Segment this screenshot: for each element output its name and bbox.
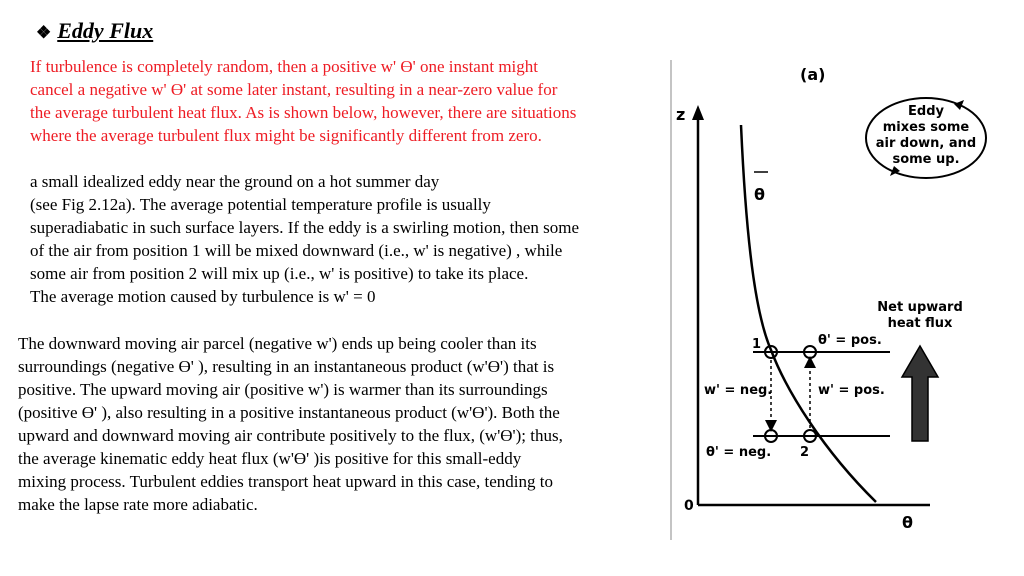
eddy-flux-figure bbox=[668, 50, 1008, 550]
theta-bar-label: θ bbox=[754, 185, 765, 204]
eddy-circulation-arrow-icon-2 bbox=[954, 100, 964, 110]
slide-title-text: Eddy Flux bbox=[57, 18, 154, 43]
intro-line: If turbulence is completely random, then a positive w' ϴ' one instant might bbox=[30, 57, 538, 76]
z-axis-arrowhead bbox=[692, 105, 704, 120]
diamond-bullet-icon: ❖ bbox=[36, 23, 52, 42]
net-flux-label-line: heat flux bbox=[887, 316, 953, 331]
z-axis-label: z bbox=[676, 105, 686, 124]
intro-paragraph bbox=[30, 55, 660, 147]
eddy-note-line: some up. bbox=[892, 152, 960, 167]
eddy-line: of the air from position 1 will be mixed downward (i.e., w' is negative) , while bbox=[30, 241, 563, 260]
flux-line: mixing process. Turbulent eddies transport heat upward in this case, tending to bbox=[18, 472, 553, 491]
theta-neg-label: θ' = neg. bbox=[706, 445, 772, 460]
point-2-label: 2 bbox=[800, 445, 810, 460]
eddy-line: (see Fig 2.12a). The average potential temperature profile is usually bbox=[30, 195, 491, 214]
eddy-line: superadiabatic in such surface layers. If the eddy is a swirling motion, then some bbox=[30, 218, 580, 237]
flux-line: make the lapse rate more adiabatic. bbox=[18, 495, 258, 514]
flux-paragraph bbox=[18, 332, 658, 516]
net-flux-label-line: Net upward bbox=[877, 300, 963, 315]
eddy-note-line: Eddy bbox=[908, 104, 944, 119]
theta-pos-label: θ' = pos. bbox=[818, 333, 882, 348]
net-upward-flux-arrow-icon bbox=[902, 346, 938, 441]
flux-line: upward and downward moving air contribute positively to the flux, (w'ϴ'); thus, bbox=[18, 426, 563, 445]
eddy-note-line: mixes some bbox=[882, 120, 970, 135]
eddy-note-line: air down, and bbox=[875, 136, 977, 151]
intro-line: where the average turbulent flux might be significantly different from zero. bbox=[30, 126, 542, 145]
flux-line: (positive ϴ' ), also resulting in a positive instantaneous product (w'ϴ'). Both the bbox=[18, 403, 560, 422]
w-pos-label: w' = pos. bbox=[818, 383, 885, 398]
theta-axis-label: θ bbox=[902, 513, 913, 532]
flux-line: the average kinematic eddy heat flux (w'ϴ' )is positive for this small-eddy bbox=[18, 449, 522, 468]
flux-line: positive. The upward moving air (positive w') is warmer than its surroundings bbox=[18, 380, 548, 399]
intro-line: cancel a negative w' ϴ' at some later instant, resulting in a near-zero value for bbox=[30, 80, 558, 99]
eddy-paragraph bbox=[30, 170, 670, 308]
origin-label: 0 bbox=[684, 498, 694, 514]
eddy-line: a small idealized eddy near the ground on a hot summer day bbox=[30, 172, 440, 191]
flux-line: surroundings (negative ϴ' ), resulting in an instantaneous product (w'ϴ') that is bbox=[18, 357, 555, 376]
flux-line: The downward moving air parcel (negative w') ends up being cooler than its bbox=[18, 334, 537, 353]
slide-title bbox=[36, 18, 153, 44]
eddy-line: some air from position 2 will mix up (i.e., w' is positive) to take its place. bbox=[30, 264, 529, 283]
w-neg-label: w' = neg. bbox=[704, 383, 773, 398]
intro-line: the average turbulent heat flux. As is shown below, however, there are situations bbox=[30, 103, 577, 122]
point-1-label: 1 bbox=[752, 337, 762, 352]
panel-label: (a) bbox=[800, 65, 826, 84]
eddy-line: The average motion caused by turbulence is w' = 0 bbox=[30, 287, 376, 306]
